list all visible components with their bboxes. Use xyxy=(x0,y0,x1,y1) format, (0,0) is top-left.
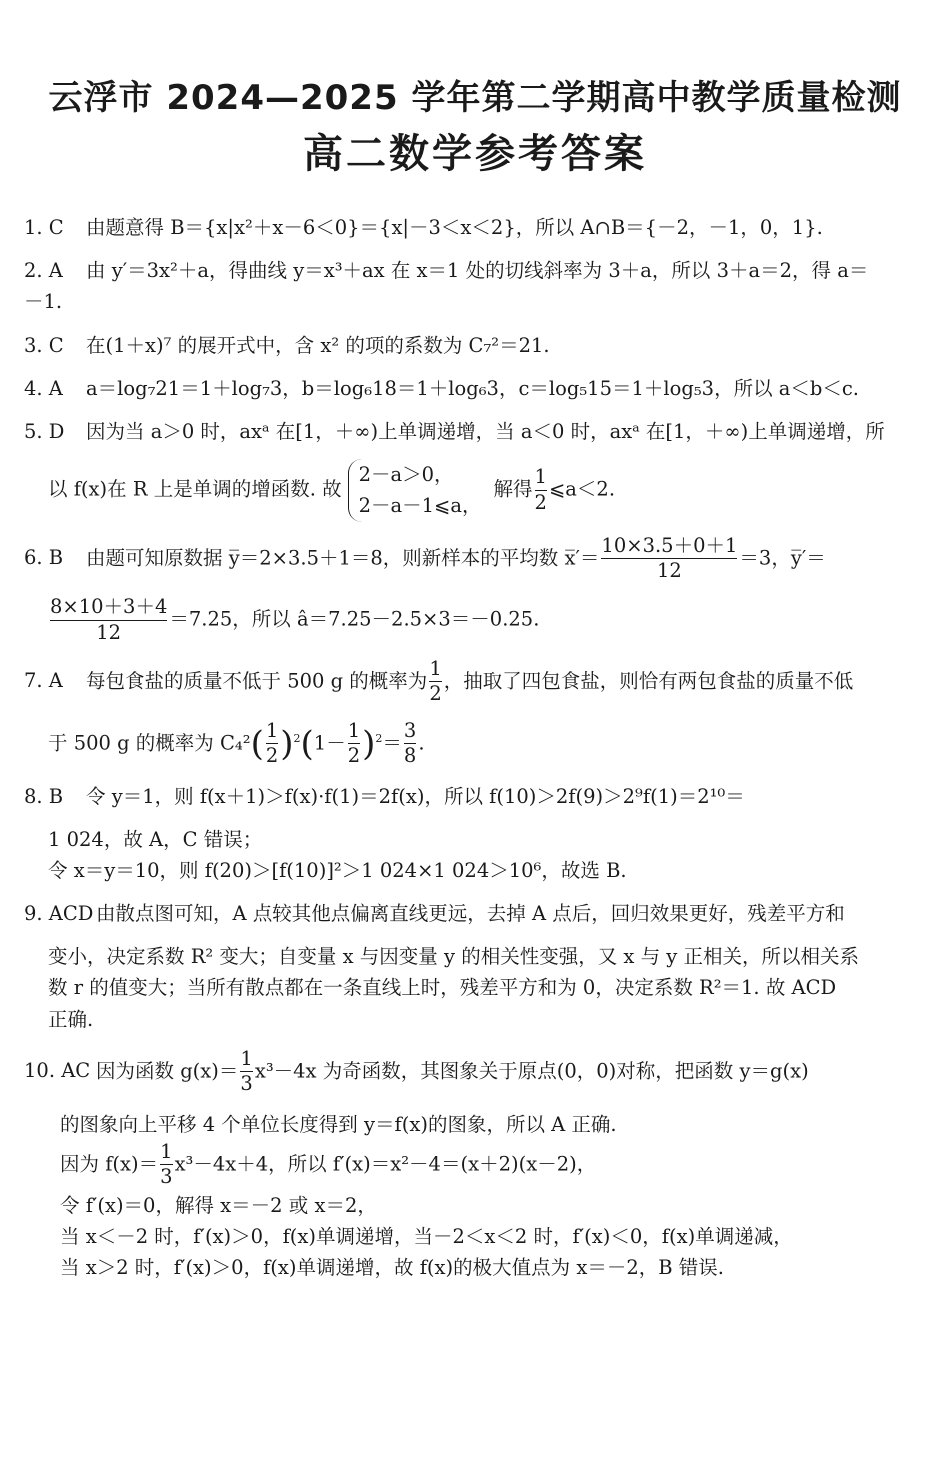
fraction-numerator: 3 xyxy=(403,718,417,742)
answer-text: x³－4x 为奇函数，其图象关于原点(0，0)对称，把函数 y＝g(x) xyxy=(254,1059,809,1083)
answer-text: 数 r 的值变大；当所有散点都在一条直线上时，残差平方和为 0，决定系数 R²＝1. 故 ACD xyxy=(48,976,837,1000)
fraction-numerator: 1 xyxy=(534,465,547,489)
answer-q5-cont xyxy=(48,459,930,521)
fraction xyxy=(50,595,167,645)
answer-text: 变小，决定系数 R² 变大；自变量 x 与因变量 y 的相关性变强，又 x 与 y 正相关，所以相关系 xyxy=(48,945,860,969)
answer-text: 由 y′＝3x²＋a，得曲线 y＝x³＋ax 在 x＝1 处的切线斜率为 3＋a，所以 3＋a＝2，得 a＝ xyxy=(86,259,869,283)
answer-text: 以 f(x)在 R 上是单调的增函数. 故 xyxy=(48,477,342,501)
answer-text-cont: －1. xyxy=(24,290,63,314)
fraction-numerator: 1 xyxy=(240,1046,253,1070)
answer-text: x³－4x＋4，所以 f′(x)＝x²－4＝(x＋2)(x－2)， xyxy=(174,1152,597,1176)
paren-right: ) xyxy=(280,723,294,764)
answer-q8 xyxy=(24,781,930,812)
fraction xyxy=(601,534,737,584)
answer-q1 xyxy=(24,212,930,243)
answer-label: 4. A xyxy=(24,376,63,400)
fraction-denominator: 3 xyxy=(240,1072,253,1096)
paren-left: ( xyxy=(250,723,264,764)
answer-text: ＝3，y̅′＝ xyxy=(739,545,826,569)
answer-q4 xyxy=(24,373,930,404)
fraction-denominator: 2 xyxy=(347,744,361,768)
exponent: 2 xyxy=(293,731,301,745)
fraction-denominator: 2 xyxy=(265,744,279,768)
answer-text: 因为函数 g(x)＝ xyxy=(96,1059,239,1083)
answer-text: ＝ xyxy=(382,731,402,755)
answer-list xyxy=(24,212,930,1295)
answer-q9-cont xyxy=(48,941,930,1035)
fraction-denominator: 12 xyxy=(50,620,167,645)
fraction-denominator: 2 xyxy=(429,682,442,706)
answer-q8-cont xyxy=(48,824,930,886)
fraction-numerator: 8×10＋3＋4 xyxy=(50,595,168,619)
fraction-denominator: 2 xyxy=(534,490,547,514)
answer-text: 正确. xyxy=(48,1007,94,1031)
fraction-numerator: 1 xyxy=(347,718,361,742)
answer-q9 xyxy=(24,898,930,929)
fraction-denominator: 12 xyxy=(601,558,737,583)
answer-text: ＝7.25，所以 â＝7.25－2.5×3＝－0.25. xyxy=(169,607,540,631)
fraction xyxy=(266,719,278,769)
answer-text: 于 500 g 的概率为 C₄² xyxy=(48,731,251,755)
answer-text: . xyxy=(418,731,425,755)
answer-text: 由题意得 B＝{x|x²＋x－6＜0}＝{x|－3＜x＜2}，所以 A∩B＝{－2，－1，0，1}. xyxy=(86,216,823,239)
fraction-numerator: 1 xyxy=(265,718,279,742)
exponent: 2 xyxy=(375,731,383,745)
fraction-denominator: 3 xyxy=(160,1165,173,1189)
answer-label: 5. D xyxy=(24,419,65,443)
answer-text: 因为当 a＞0 时，axᵃ 在[1，＋∞)上单调递增，当 a＜0 时，axᵃ 在[1，＋∞)上单调递增，所 xyxy=(86,419,885,443)
paren-right: ) xyxy=(362,723,376,764)
answer-text: 解得 xyxy=(493,477,533,501)
answer-text: 由题可知原数据 y̅＝2×3.5＋1＝8，则新样本的平均数 x̅′＝ xyxy=(86,545,600,569)
answer-text: 1 024，故 A，C 错误； xyxy=(48,827,263,851)
answer-label: 10. AC xyxy=(24,1059,91,1083)
fraction xyxy=(240,1047,252,1097)
answer-label: 6. B xyxy=(24,545,64,569)
answer-text: 1－ xyxy=(313,731,346,755)
answer-text: ，抽取了四包食盐，则恰有两包食盐的质量不低 xyxy=(443,669,854,693)
answer-q5 xyxy=(24,416,930,447)
answer-label: 7. A xyxy=(24,669,63,693)
inequality-system xyxy=(348,459,488,521)
answer-label: 8. B xyxy=(24,784,64,808)
answer-text: 因为 f(x)＝ xyxy=(60,1152,159,1176)
answer-q7 xyxy=(24,657,930,707)
fraction-numerator: 1 xyxy=(160,1139,173,1163)
answer-q7-cont xyxy=(48,719,930,769)
system-line: 2－a－1⩽a， xyxy=(358,494,482,518)
answer-text: 当 x＜－2 时，f′(x)＞0，f(x)单调递增，当－2＜x＜2 时，f′(x)＜0，f(x)单调递减， xyxy=(60,1224,793,1248)
document-title: 云浮市 2024—2025 学年第二学期高中教学质量检测 xyxy=(48,78,902,118)
answer-text: 令 x＝y＝10，则 f(20)＞[f(10)]²＞1 024×1 024＞10⁶，故选 B. xyxy=(48,858,627,882)
answer-text: a＝log₇21＝1＋log₇3，b＝log₆18＝1＋log₆3，c＝log₅15＝1＋log₅3，所以 a＜b＜c. xyxy=(86,376,859,400)
fraction xyxy=(160,1140,172,1190)
answer-text: 每包食盐的质量不低于 500 g 的概率为 xyxy=(86,669,428,693)
fraction xyxy=(348,719,360,769)
fraction-numerator: 1 xyxy=(429,657,442,680)
paren-left: ( xyxy=(300,723,314,764)
answer-label: 1. C xyxy=(24,216,64,239)
answer-q2 xyxy=(24,255,930,317)
answer-text: 令 y＝1，则 f(x＋1)＞f(x)·f(1)＝2f(x)，所以 f(10)＞2f(9)＞2⁹f(1)＝2¹⁰＝ xyxy=(86,784,745,808)
answer-q6-cont xyxy=(48,595,930,645)
answer-label: 2. A xyxy=(24,259,63,283)
fraction-denominator: 8 xyxy=(403,744,417,768)
document-subtitle: 高二数学参考答案 xyxy=(303,131,647,177)
answer-label: 9. ACD xyxy=(24,902,94,926)
fraction xyxy=(429,657,441,707)
fraction-numerator: 10×3.5＋0＋1 xyxy=(601,533,738,557)
answer-text: ⩽a＜2. xyxy=(548,477,616,501)
answer-q6 xyxy=(24,534,930,584)
fraction xyxy=(535,465,547,515)
answer-text: 由散点图可知，A 点较其他点偏离直线更远，去掉 A 点后，回归效果更好，残差平方和 xyxy=(96,902,845,926)
answer-q10 xyxy=(24,1047,930,1097)
answer-label: 3. C xyxy=(24,333,64,357)
system-line: 2－a＞0， xyxy=(358,463,454,487)
answer-text: 在(1＋x)⁷ 的展开式中，含 x² 的项的系数为 C₇²＝21. xyxy=(86,333,550,357)
fraction xyxy=(404,719,416,769)
answer-text: 令 f′(x)＝0，解得 x＝－2 或 x＝2， xyxy=(60,1193,377,1217)
answer-text: 的图象向上平移 4 个单位长度得到 y＝f(x)的图象，所以 A 正确. xyxy=(60,1112,617,1136)
answer-q3 xyxy=(24,330,930,361)
answer-text: 当 x＞2 时，f′(x)＞0，f(x)单调递增，故 f(x)的极大值点为 x＝－2，B 错误. xyxy=(60,1255,724,1279)
answer-q10-cont xyxy=(60,1109,930,1284)
